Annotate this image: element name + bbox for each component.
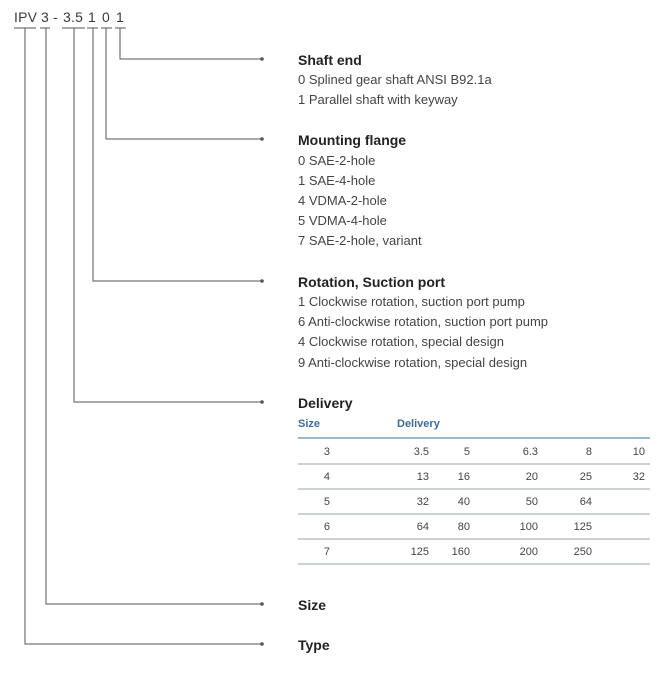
table-cell-delivery: 32 xyxy=(632,471,645,483)
table-cell-delivery: 200 xyxy=(519,546,538,558)
leader-dot-delivery xyxy=(260,400,264,404)
leader-dot-type xyxy=(260,642,264,646)
leader-mounting-flange xyxy=(106,28,262,139)
leader-delivery xyxy=(74,28,262,402)
table-cell-delivery: 13 xyxy=(416,471,429,483)
option-rotation-1: 6 Anti-clockwise rotation, suction port pump xyxy=(298,314,549,329)
heading-delivery: Delivery xyxy=(298,395,353,411)
code-size: 3 xyxy=(41,9,49,25)
option-mounting-1: 1 SAE-4-hole xyxy=(298,173,376,188)
table-cell-delivery: 250 xyxy=(573,546,592,558)
table-cell-delivery: 160 xyxy=(451,546,470,558)
code-rotation: 1 xyxy=(88,9,96,25)
table-header-size: Size xyxy=(298,418,321,430)
table-cell-size: 3 xyxy=(323,446,330,458)
table-cell-delivery: 3.5 xyxy=(413,446,429,458)
table-cell-delivery: 50 xyxy=(525,496,538,508)
table-cell-delivery: 16 xyxy=(457,471,470,483)
table-cell-delivery: 20 xyxy=(525,471,538,483)
heading-size: Size xyxy=(298,597,327,613)
heading-shaft-end: Shaft end xyxy=(298,52,362,68)
leader-shaft-end xyxy=(120,28,262,59)
option-mounting-4: 7 SAE-2-hole, variant xyxy=(298,233,422,248)
heading-type: Type xyxy=(298,637,330,653)
option-mounting-2: 4 VDMA-2-hole xyxy=(298,193,387,208)
heading-rotation: Rotation, Suction port xyxy=(298,274,445,290)
code-delivery: 3.5 xyxy=(63,9,84,25)
option-shaft-end-1: 1 Parallel shaft with keyway xyxy=(298,92,458,107)
leader-size xyxy=(46,28,262,604)
code-shaft: 1 xyxy=(116,9,124,25)
leader-type xyxy=(25,28,262,644)
table-cell-delivery: 10 xyxy=(632,446,645,458)
table-cell-size: 6 xyxy=(323,521,330,533)
table-cell-delivery: 125 xyxy=(410,546,429,558)
option-rotation-2: 4 Clockwise rotation, special design xyxy=(298,334,504,349)
leader-dot-size xyxy=(260,602,264,606)
table-cell-delivery: 32 xyxy=(416,496,429,508)
option-shaft-end-0: 0 Splined gear shaft ANSI B92.1a xyxy=(298,72,492,87)
option-mounting-0: 0 SAE-2-hole xyxy=(298,153,376,168)
code-type: IPV xyxy=(14,9,38,25)
table-cell-size: 4 xyxy=(323,471,330,483)
option-mounting-3: 5 VDMA-4-hole xyxy=(298,213,387,228)
table-cell-delivery: 64 xyxy=(579,496,592,508)
heading-mounting-flange: Mounting flange xyxy=(298,132,407,148)
table-cell-delivery: 5 xyxy=(463,446,470,458)
table-cell-size: 7 xyxy=(323,546,330,558)
table-cell-delivery: 25 xyxy=(579,471,592,483)
table-cell-delivery: 8 xyxy=(585,446,592,458)
table-cell-delivery: 80 xyxy=(457,521,470,533)
leader-dot-rotation xyxy=(260,279,264,283)
option-rotation-3: 9 Anti-clockwise rotation, special design xyxy=(298,355,528,370)
leader-rotation xyxy=(93,28,262,281)
table-header-delivery: Delivery xyxy=(397,418,440,430)
code-dash: - xyxy=(53,9,58,25)
table-cell-delivery: 64 xyxy=(416,521,429,533)
option-rotation-0: 1 Clockwise rotation, suction port pump xyxy=(298,294,525,309)
table-cell-delivery: 40 xyxy=(457,496,470,508)
table-cell-delivery: 100 xyxy=(519,521,538,533)
code-mounting: 0 xyxy=(102,9,110,25)
table-cell-size: 5 xyxy=(323,496,330,508)
leader-dot-mounting-flange xyxy=(260,137,264,141)
table-cell-delivery: 6.3 xyxy=(522,446,538,458)
table-cell-delivery: 125 xyxy=(573,521,592,533)
leader-dot-shaft-end xyxy=(260,57,264,61)
